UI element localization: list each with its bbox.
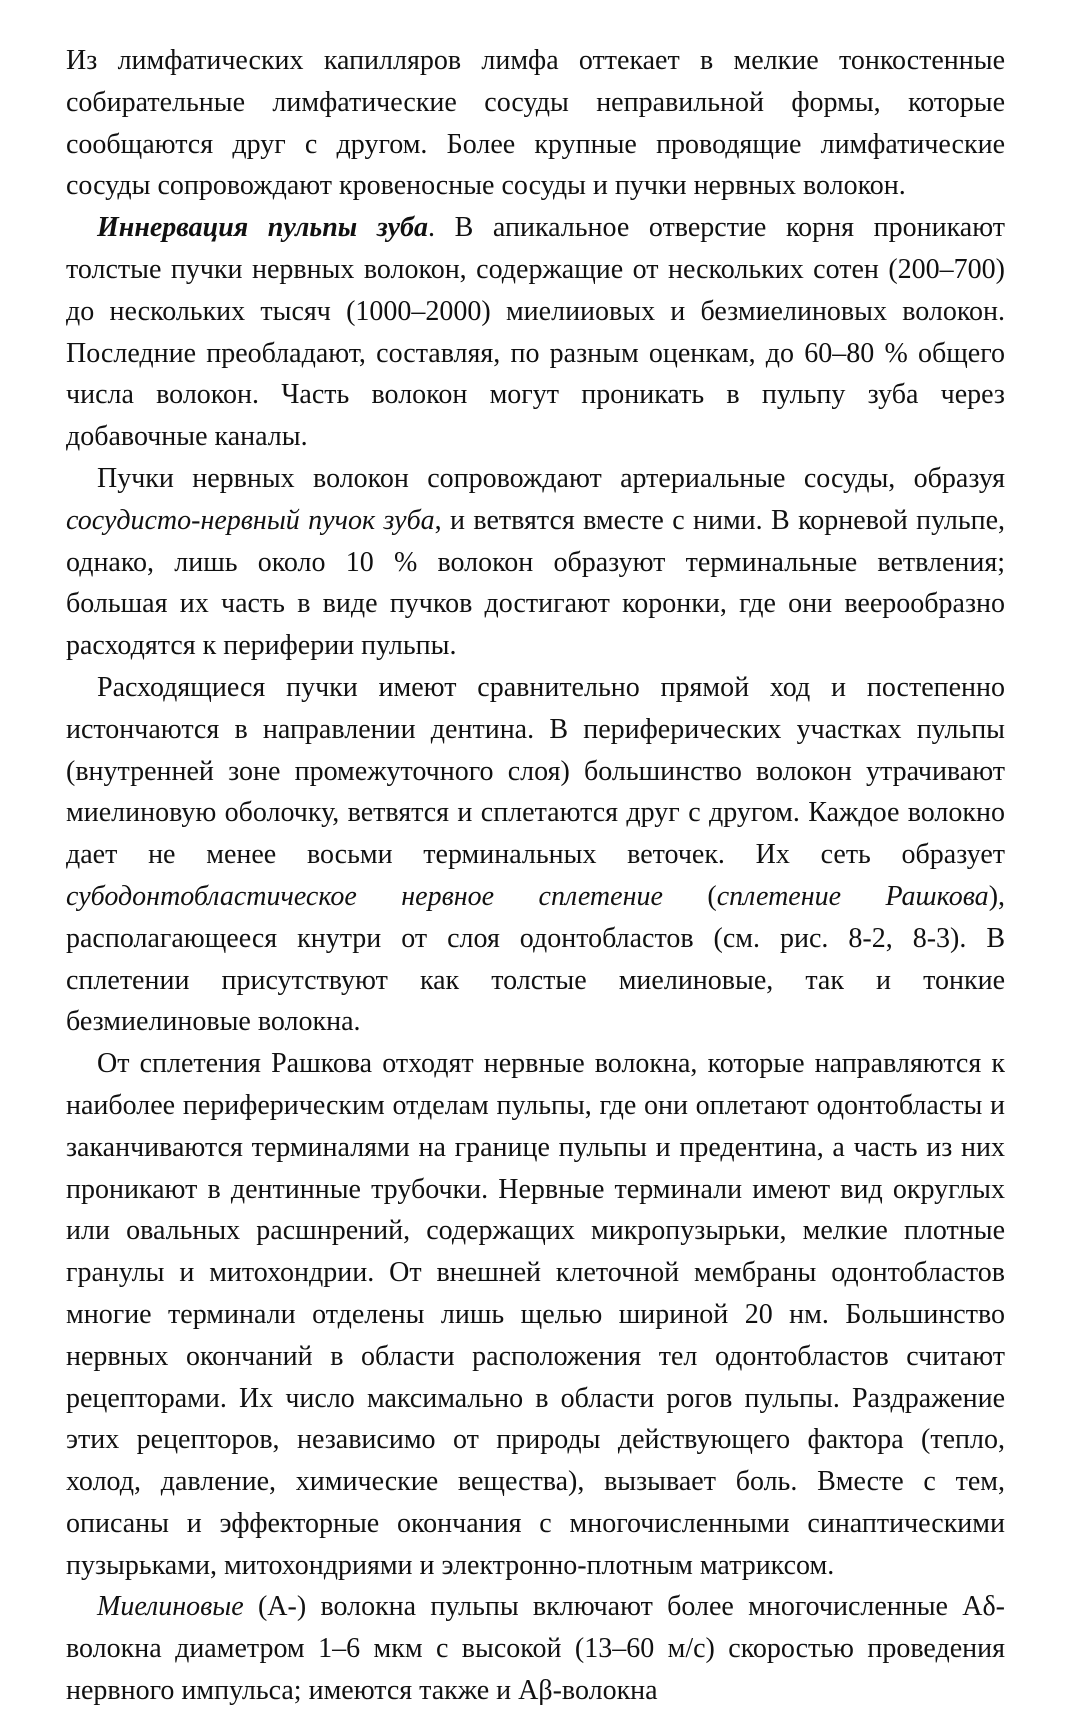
paragraph-text: Расходящиеся пучки имеют сравнительно прямой ход и постепенно истончаются в направлении дентина. В периферических участках пульпы (внутренней зоне промежуточного слоя) большинство волокон утрачивают миелиновую оболочку, ветвятся и сплетаются друг с другом. Каждое волокно дает не менее восьми терминальных веточек. Их сеть образует — [66, 671, 1005, 871]
paragraph-lymph-vessels — [66, 40, 1005, 207]
paragraph-text: Из лимфатических капилляров лимфа оттекает в мелкие тонкостенные собирательные лимфатические сосуды неправильной формы, которые сообщаются друг с другом. Более крупные проводящие лимфатические сосуды сопровождают кровеносные сосуды и пучки нервных волокон. — [66, 45, 1005, 202]
paragraph-nerve-terminals — [66, 1043, 1005, 1586]
italic-term: Миелиновые — [97, 1591, 244, 1623]
italic-term: субодонтобластическое нервное сплетение — [66, 880, 663, 912]
paragraph-text: Пучки нервных волокон сопровождают артериальные сосуды, образуя — [97, 462, 1005, 494]
paragraph-text: От сплетения Рашкова отходят нервные волокна, которые направляются к наиболее периферическим отделам пульпы, где они оплетают одонтобласты и заканчиваются терминалями на границе пульпы и предентина, а часть из них проникают в дентинные трубочки. Нервные терминали имеют вид округлых или овальных расшнрений, содержащих микропузырьки, мелкие плотные гранулы и митохондрии. От внешней клеточной мембраны одонтобластов многие терминали отделены лишь щелью шириной 20 нм. Большинство нервных окончаний в области расположения тел одонтобластов считают рецепторами. Их число максимально в области рогов пульпы. Раздражение этих рецепторов, независимо от природы действующего фактора (тепло, холод, давление, химические вещества), вызывает боль. Вместе с тем, описаны и эффекторные окончания с многочисленными синаптическими пузырьками, митохондриями и электронно-плотным матриксом. — [66, 1048, 1005, 1581]
paragraph-text: ), располагающееся кнутри от слоя одонтобластов (см. рис. 8-2, 8-3). В сплетении присутствуют как толстые миелиновые, так и тонкие безмиелиновые волокна. — [66, 880, 1006, 1038]
italic-term: сплетение Рашкова — [716, 880, 989, 912]
paragraph-text: ( — [662, 880, 717, 912]
italic-term: сосудисто-нервный пучок зуба — [66, 504, 435, 536]
paragraph-text: (А-) волокна пульпы включают более многочисленные Аδ-волокна диаметром 1–6 мкм с высокой (13–60 м/с) скоростью проведения нервного импульса; имеются также и Аβ-волокна — [66, 1591, 1005, 1707]
section-heading: Иннервация пульпы зуба — [97, 212, 428, 244]
paragraph-raschkow-plexus — [66, 667, 1005, 1043]
paragraph-myelinated-fibers — [66, 1586, 1005, 1711]
paragraph-pulp-innervation — [66, 207, 1005, 458]
paragraph-nerve-bundles — [66, 458, 1005, 667]
paragraph-text: , и ветвятся вместе с ними. В корневой пульпе, однако, лишь около 10 % волокон образуют терминальные ветвления; большая их часть в виде пучков достигают коронки, где они веерообразно расходятся к периферии пульпы. — [66, 504, 1005, 662]
paragraph-text: . В апикальное отверстие корня проникают толстые пучки нервных волокон, содержащие от нескольких сотен (200–700) до нескольких тысяч (1000–2000) миелииовых и безмиелиновых волокон. Последние преобладают, составляя, по разным оценкам, до 60–80 % общего числа волокон. Часть волокон могут проникать в пульпу зуба через добавочные каналы. — [66, 212, 1006, 453]
